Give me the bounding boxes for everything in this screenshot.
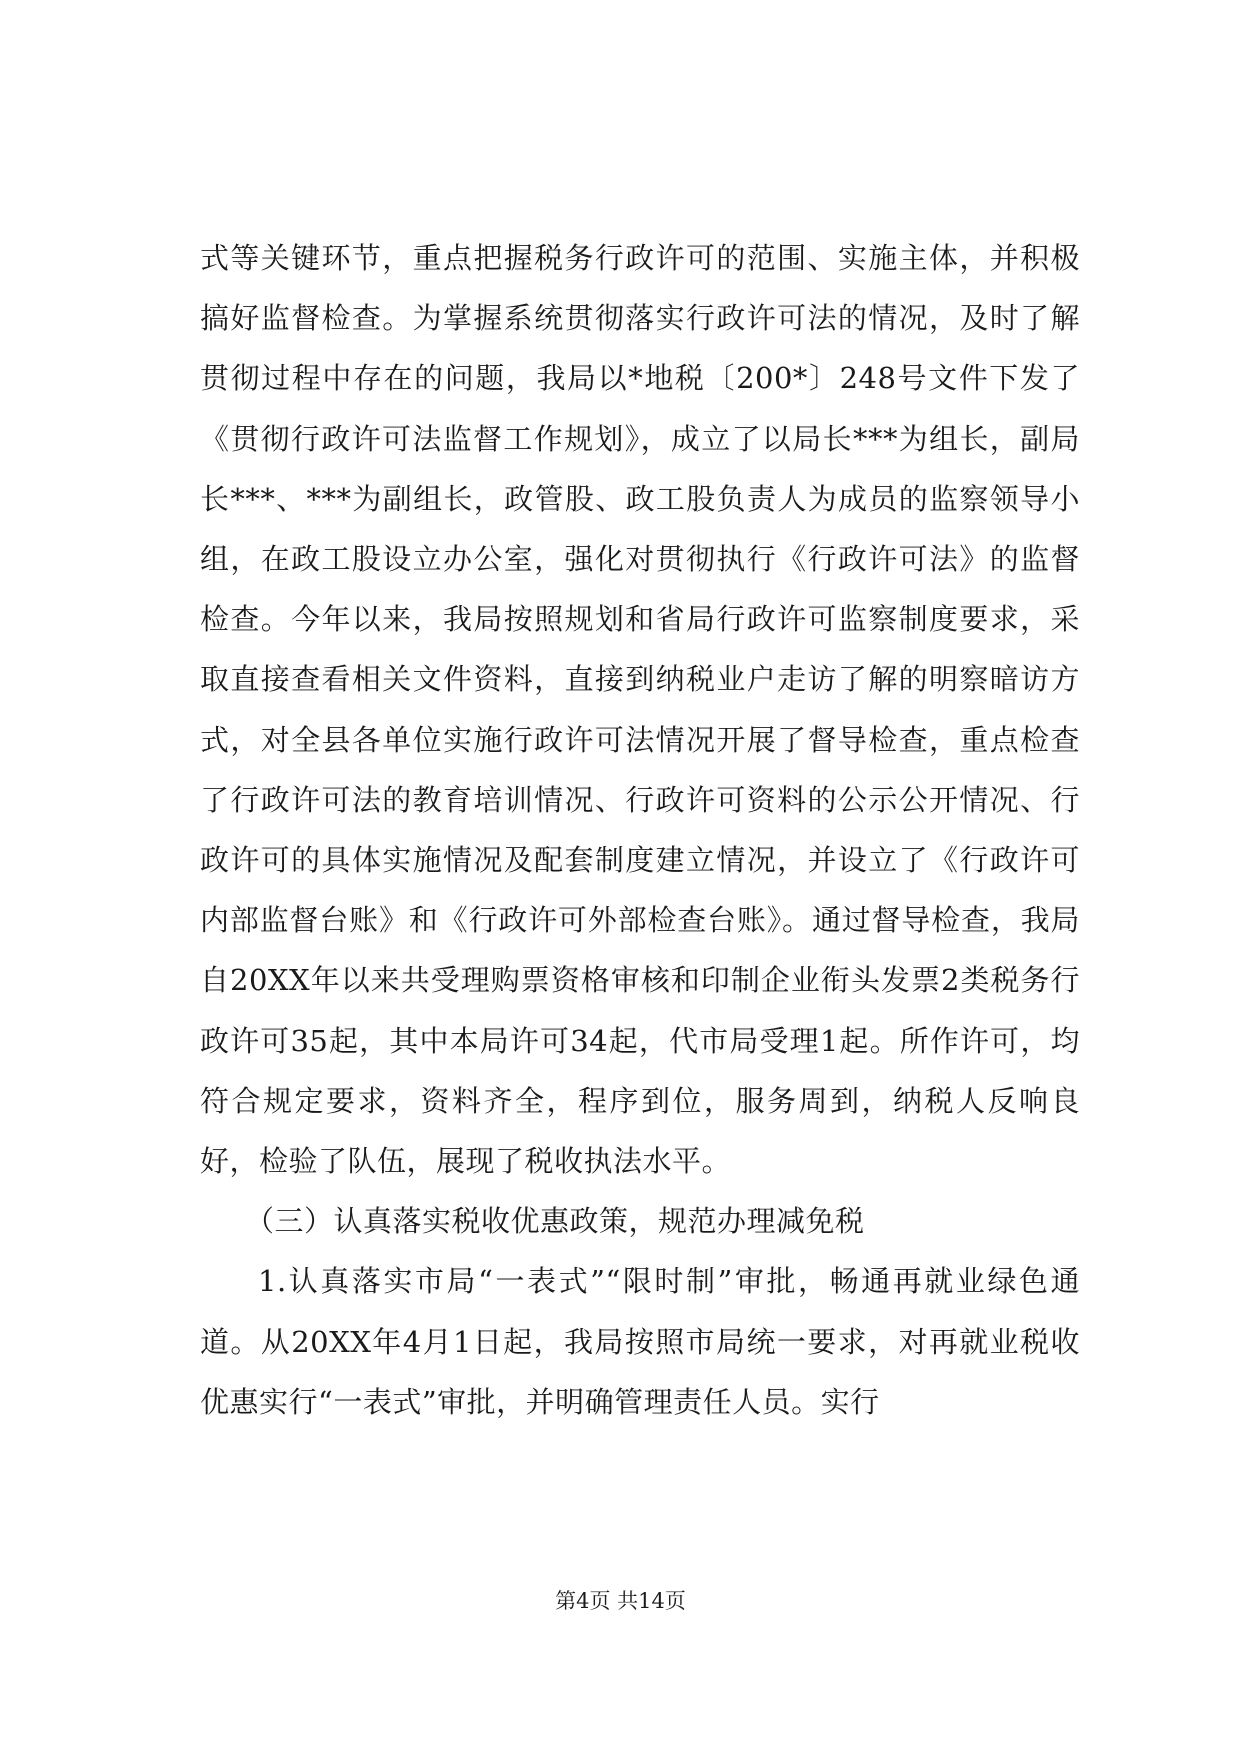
section-heading: （三）认真落实税收优惠政策，规范办理减免税 bbox=[245, 1204, 865, 1239]
paragraph-item-1: 1.认真落实市局“一表式”“限时制”审批，畅通再就业绿色通道。从20XX年4月1日起，我局按照市局统一要求，对再就业税收优惠实行“一表式”审批，并明确管理责任人员。实行 bbox=[200, 1264, 1080, 1419]
page-footer: 第4页 共14页 bbox=[555, 1589, 686, 1613]
document-body bbox=[200, 228, 1080, 1432]
paragraph-continuation: 式等关键环节，重点把握税务行政许可的范围、实施主体，并积极搞好监督检查。为掌握系统贯彻落实行政许可法的情况，及时了解贯彻过程中存在的问题，我局以*地税〔200*〕248号文件下发了《贯彻行政许可法监督工作规划》，成立了以局长***为组长，副局长***、***为副组长，政管股、政工股负责人为成员的监察领导小组，在政工股设立办公室，强化对贯彻执行《行政许可法》的监督检查。今年以来，我局按照规划和省局行政许可监察制度要求，采取直接查看相关文件资料，直接到纳税业户走访了解的明察暗访方式，对全县各单位实施行政许可法情况开展了督导检查，重点检查了行政许可法的教育培训情况、行政许可资料的公示公开情况、行政许可的具体实施情况及配套制度建立情况，并设立了《行政许可内部监督台账》和《行政许可外部检查台账》。通过督导检查，我局自20XX年以来共受理购票资格审核和印制企业衔头发票2类税务行政许可35起，其中本局许可34起，代市局受理1起。所作许可，均符合规定要求，资料齐全，程序到位，服务周到，纳税人反响良好，检验了队伍，展现了税收执法水平。 bbox=[200, 241, 1080, 1179]
